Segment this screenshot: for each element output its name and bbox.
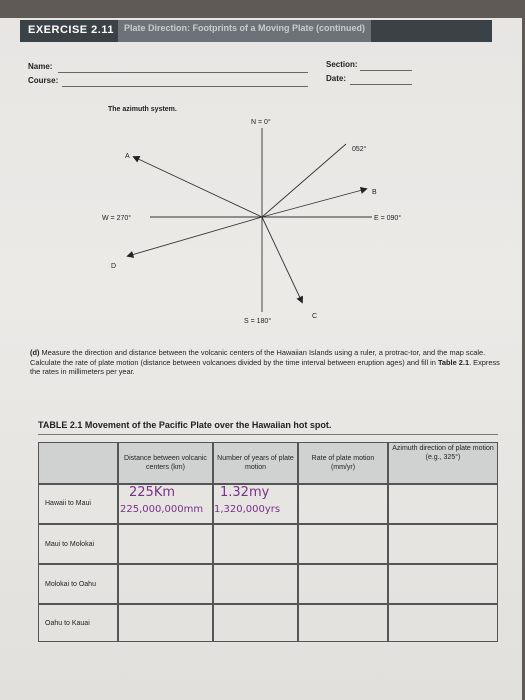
table-row-label-cell [38, 484, 118, 524]
header-cell-rate: Rate of plate motion (mm/yr) [298, 442, 388, 484]
exercise-title: Plate Direction: Footprints of a Moving Plate (continued) [118, 20, 371, 42]
years-cell[interactable] [213, 604, 298, 642]
rate-cell[interactable] [298, 564, 388, 604]
header-cell-azimuth: Azimuth direction of plate motion (e.g., 325°) [388, 442, 498, 484]
header-cell-years: Number of years of plate motion [213, 442, 298, 484]
instruction-table-ref: Table 2.1 [437, 357, 470, 367]
rate-cell[interactable] [298, 604, 388, 642]
distance-cell[interactable] [118, 604, 213, 642]
azimuth-cell[interactable] [388, 604, 498, 642]
row-label: Oahu to Kauai [45, 620, 90, 627]
azimuth-cell[interactable] [388, 484, 498, 524]
azimuth-cell[interactable] [388, 564, 498, 604]
bearing-label: 052° [352, 146, 367, 153]
instruction-letter: (d) [30, 348, 40, 357]
east-label: E = 090° [374, 215, 402, 222]
handwritten-distance: 225Km [129, 485, 176, 500]
rate-cell[interactable] [298, 524, 388, 564]
course-label: Course: [28, 76, 59, 85]
row-label: Molokai to Oahu [45, 581, 96, 588]
name-label: Name: [28, 62, 53, 71]
west-label: W = 270° [102, 215, 132, 222]
table-title: TABLE 2.1 Movement of the Pacific Plate over the Hawaiian hot spot. [38, 420, 332, 430]
table-row-label-cell [38, 604, 118, 642]
row-label: Maui to Molokai [45, 541, 95, 548]
years-cell[interactable] [213, 524, 298, 564]
header-cell-distance: Distance between volcanic centers (km) [118, 442, 213, 484]
azimuth-diagram [0, 0, 525, 340]
south-label: S = 180° [244, 318, 272, 325]
date-label: Date: [326, 74, 347, 83]
table-title-rule [38, 434, 498, 435]
exercise-number: EXERCISE 2.11 [28, 24, 114, 36]
distance-cell[interactable] [118, 564, 213, 604]
azimuth-cell[interactable] [388, 524, 498, 564]
header-cell-empty [38, 442, 118, 484]
instruction-text: Measure the direction and distance between the volcanic centers of the Hawaiian Islands using a ruler, a protrac-tor, and the map scale. Calculate the rate of plate motion (distance between volcanoes divided by the time interval between eruption ages) and fill in [30, 348, 486, 367]
north-label: N = 0° [251, 119, 271, 126]
distance-cell[interactable] [118, 524, 213, 564]
instructions-paragraph [30, 348, 500, 377]
distance-cell[interactable] [118, 484, 213, 524]
instruction-suffix: . Express the rates in millimeters per year. [30, 357, 500, 376]
point-b-label: B [372, 189, 377, 196]
section-label: Section: [326, 60, 358, 69]
handwritten-years-full: 1,320,000yrs [214, 504, 281, 515]
handwritten-years: 1.32my [220, 485, 270, 500]
azimuth-diagram-title: The azimuth system. [108, 106, 177, 113]
point-a-label: A [125, 153, 130, 160]
years-cell[interactable] [213, 484, 298, 524]
rate-cell[interactable] [298, 484, 388, 524]
table-row-label-cell [38, 524, 118, 564]
vector-a [134, 157, 262, 217]
years-cell[interactable] [213, 564, 298, 604]
point-d-label: D [111, 263, 117, 270]
plate-motion-table [38, 442, 498, 642]
vector-d [128, 217, 262, 256]
vector-c [262, 217, 302, 302]
point-c-label: C [312, 313, 318, 320]
handwritten-distance-mm: 225,000,000mm [120, 504, 204, 515]
table-row-label-cell [38, 564, 118, 604]
row-label: Hawaii to Maui [45, 500, 91, 507]
